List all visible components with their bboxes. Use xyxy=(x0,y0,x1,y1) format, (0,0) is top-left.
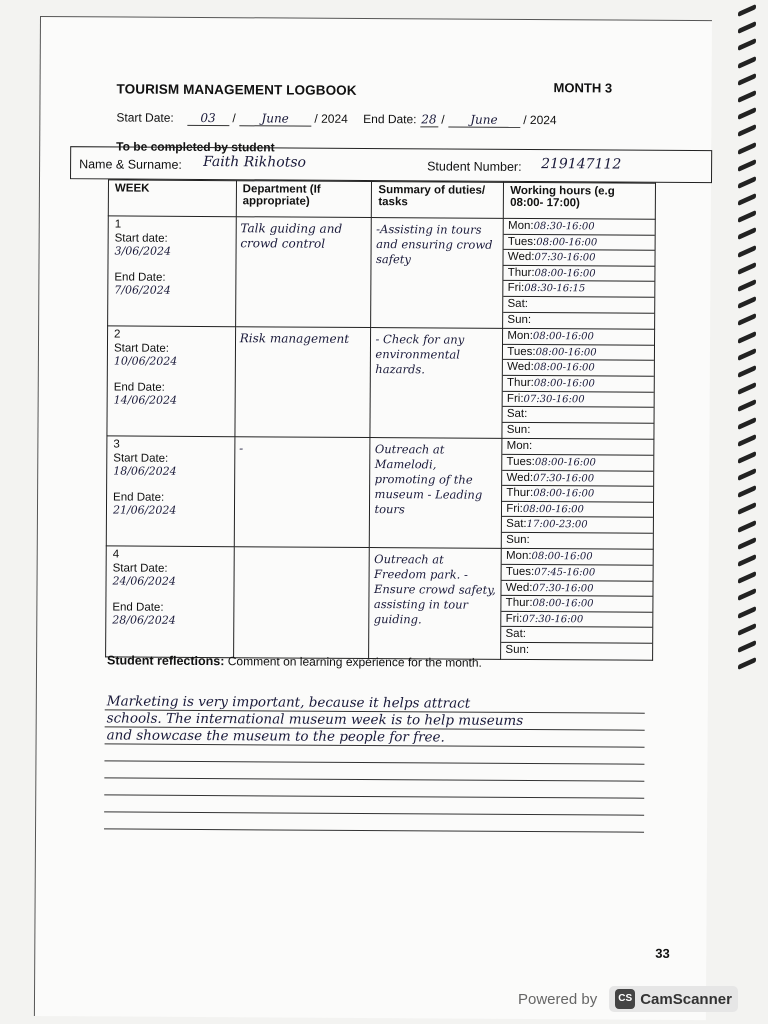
week-cell xyxy=(108,216,236,327)
student-info-box xyxy=(70,146,712,183)
hours-row: Wed:07:30-16:00 xyxy=(502,470,653,487)
hours-row: Sun: xyxy=(506,423,531,436)
hours-row: Wed:07:30-16:00 xyxy=(502,580,653,597)
hours-row: Sat:17:00-23:00 xyxy=(502,517,653,534)
hours-row: Tues:08:00-16:00 xyxy=(503,455,654,472)
reflections-label: Student reflections: xyxy=(107,653,225,669)
end-year: / 2024 xyxy=(523,112,557,128)
hours-row: Fri:08:00-16:00 xyxy=(502,502,653,519)
table-row xyxy=(108,216,656,329)
camscanner-brand: CamScanner xyxy=(640,990,732,1008)
start-date-label: Start Date: xyxy=(116,110,174,125)
week-end-label: End Date: xyxy=(113,491,165,505)
reflection-lines xyxy=(104,693,645,832)
completion-note: To be completed by student xyxy=(116,139,275,155)
start-year: / 2024 xyxy=(314,111,348,126)
department-cell: - xyxy=(234,437,370,548)
hours-row: Sun: xyxy=(506,533,530,546)
summary-cell: -Assisting in tours and ensuring crowd safety xyxy=(371,218,503,329)
hours-row: Wed:08:00-16:00 xyxy=(503,360,654,377)
weekly-log-table xyxy=(105,179,656,660)
student-number: 219147112 xyxy=(541,156,622,173)
month-label: MONTH 3 xyxy=(553,80,613,96)
summary-cell: Outreach at Freedom park. - Ensure crowd safety, assisting in tour guiding. xyxy=(369,548,501,659)
hours-row: Thur:08:00-16:00 xyxy=(504,266,655,283)
week-start-label: Start Date: xyxy=(113,342,169,355)
week-start-date: 24/06/2024 xyxy=(112,574,176,589)
week-start-date: 18/06/2024 xyxy=(113,464,177,479)
powered-by-text: Powered by xyxy=(518,990,598,1008)
week-cell xyxy=(106,436,234,547)
week-end-label: End Date: xyxy=(112,601,164,615)
spiral-binding xyxy=(736,8,760,708)
hours-row: Fri:07:30-16:00 xyxy=(503,391,654,408)
camscanner-badge xyxy=(609,986,738,1012)
hours-cell xyxy=(501,549,653,660)
end-month: June xyxy=(448,112,520,127)
week-end-label: End Date: xyxy=(114,271,166,284)
week-start-date: 3/06/2024 xyxy=(114,244,172,258)
date-range-line: Start Date: 03 / June / 2024 End Date: 28 / June / 2024 xyxy=(116,110,557,128)
department-cell: Risk management xyxy=(235,327,371,438)
col-department: Department (If appropriate) xyxy=(236,181,372,218)
hours-cell xyxy=(502,439,654,550)
hours-row: Tues:07:45-16:00 xyxy=(502,565,653,582)
summary-cell: Outreach at Mamelodi, promoting of the museum - Leading tours xyxy=(370,438,502,549)
week-end-date: 21/06/2024 xyxy=(112,503,177,518)
week-start-label: Start Date: xyxy=(112,562,168,576)
hours-cell xyxy=(503,218,655,329)
week-end-label: End Date: xyxy=(113,381,165,394)
reflection-line: Marketing is very important, because it helps attract xyxy=(105,693,645,713)
hours-row: Mon:08:30-16:00 xyxy=(504,219,655,236)
summary-cell: - Check for any environmental hazards. xyxy=(370,328,502,439)
table-header-row xyxy=(108,180,655,219)
week-start-label: Start Date: xyxy=(113,452,169,466)
week-end-date: 28/06/2024 xyxy=(112,613,176,628)
hours-row: Mon: xyxy=(503,439,654,456)
hours-row: Sat: xyxy=(503,297,654,314)
week-start-date: 10/06/2024 xyxy=(113,354,178,369)
logbook-page xyxy=(34,16,712,1020)
start-day: 03 xyxy=(187,111,229,126)
end-day: 28 xyxy=(421,112,437,127)
week-end-date: 7/06/2024 xyxy=(114,283,171,297)
col-week: WEEK xyxy=(108,180,236,217)
table-row xyxy=(106,436,654,549)
student-number-label: Student Number: xyxy=(427,159,522,174)
reflection-line: schools. The international museum week is to help museums xyxy=(105,710,645,730)
department-cell xyxy=(233,547,369,658)
camscanner-watermark xyxy=(518,984,758,1014)
student-name: Faith Rikhotso xyxy=(203,153,307,171)
week-number: 1 xyxy=(114,218,122,231)
week-number: 4 xyxy=(112,548,120,561)
department-cell: Talk guiding and crowd control xyxy=(235,217,371,328)
col-summary: Summary of duties/ tasks xyxy=(372,182,504,219)
camscanner-logo-icon: CS xyxy=(615,989,635,1009)
hours-row: Tues:08:00-16:00 xyxy=(503,345,654,362)
hours-row: Thur:08:00-16:00 xyxy=(503,376,654,393)
start-month: June xyxy=(239,111,311,126)
week-number: 2 xyxy=(114,328,121,341)
hours-row: Sun: xyxy=(505,643,530,657)
week-start-label: Start date: xyxy=(114,232,168,245)
hours-row: Wed:07:30-16:00 xyxy=(504,250,655,267)
week-number: 3 xyxy=(113,438,120,451)
hours-row: Thur:08:00-16:00 xyxy=(502,596,653,613)
table-row xyxy=(106,546,654,659)
reflection-line xyxy=(104,812,644,832)
hours-row: Sat: xyxy=(501,627,652,644)
page-number: 33 xyxy=(655,945,670,961)
hours-cell xyxy=(502,328,654,439)
reflections-heading xyxy=(107,653,482,669)
week-cell xyxy=(107,326,235,437)
logbook-title: TOURISM MANAGEMENT LOGBOOK xyxy=(116,81,357,98)
col-hours: Working hours (e.g 08:00- 17:00) xyxy=(504,182,656,219)
end-date-label: End Date: xyxy=(363,111,417,127)
week-end-date: 14/06/2024 xyxy=(113,393,178,408)
table-row xyxy=(107,326,655,439)
hours-row: Tues:08:00-16:00 xyxy=(504,234,655,251)
name-label: Name & Surname: xyxy=(79,157,182,172)
hours-row: Sun: xyxy=(507,313,532,326)
reflections-prompt: Comment on learning experience for the month. xyxy=(227,654,482,670)
week-cell xyxy=(106,546,234,657)
hours-row: Thur:08:00-16:00 xyxy=(502,486,653,503)
hours-row: Sat: xyxy=(503,407,654,424)
hours-row: Fri:07:30-16:00 xyxy=(502,612,653,629)
hours-row: Mon:08:00-16:00 xyxy=(503,329,654,346)
reflection-line: and showcase the museum to the people for free. xyxy=(105,727,645,747)
hours-row: Mon:08:00-16:00 xyxy=(502,549,653,566)
hours-row: Fri:08:30-16:15 xyxy=(504,281,655,298)
